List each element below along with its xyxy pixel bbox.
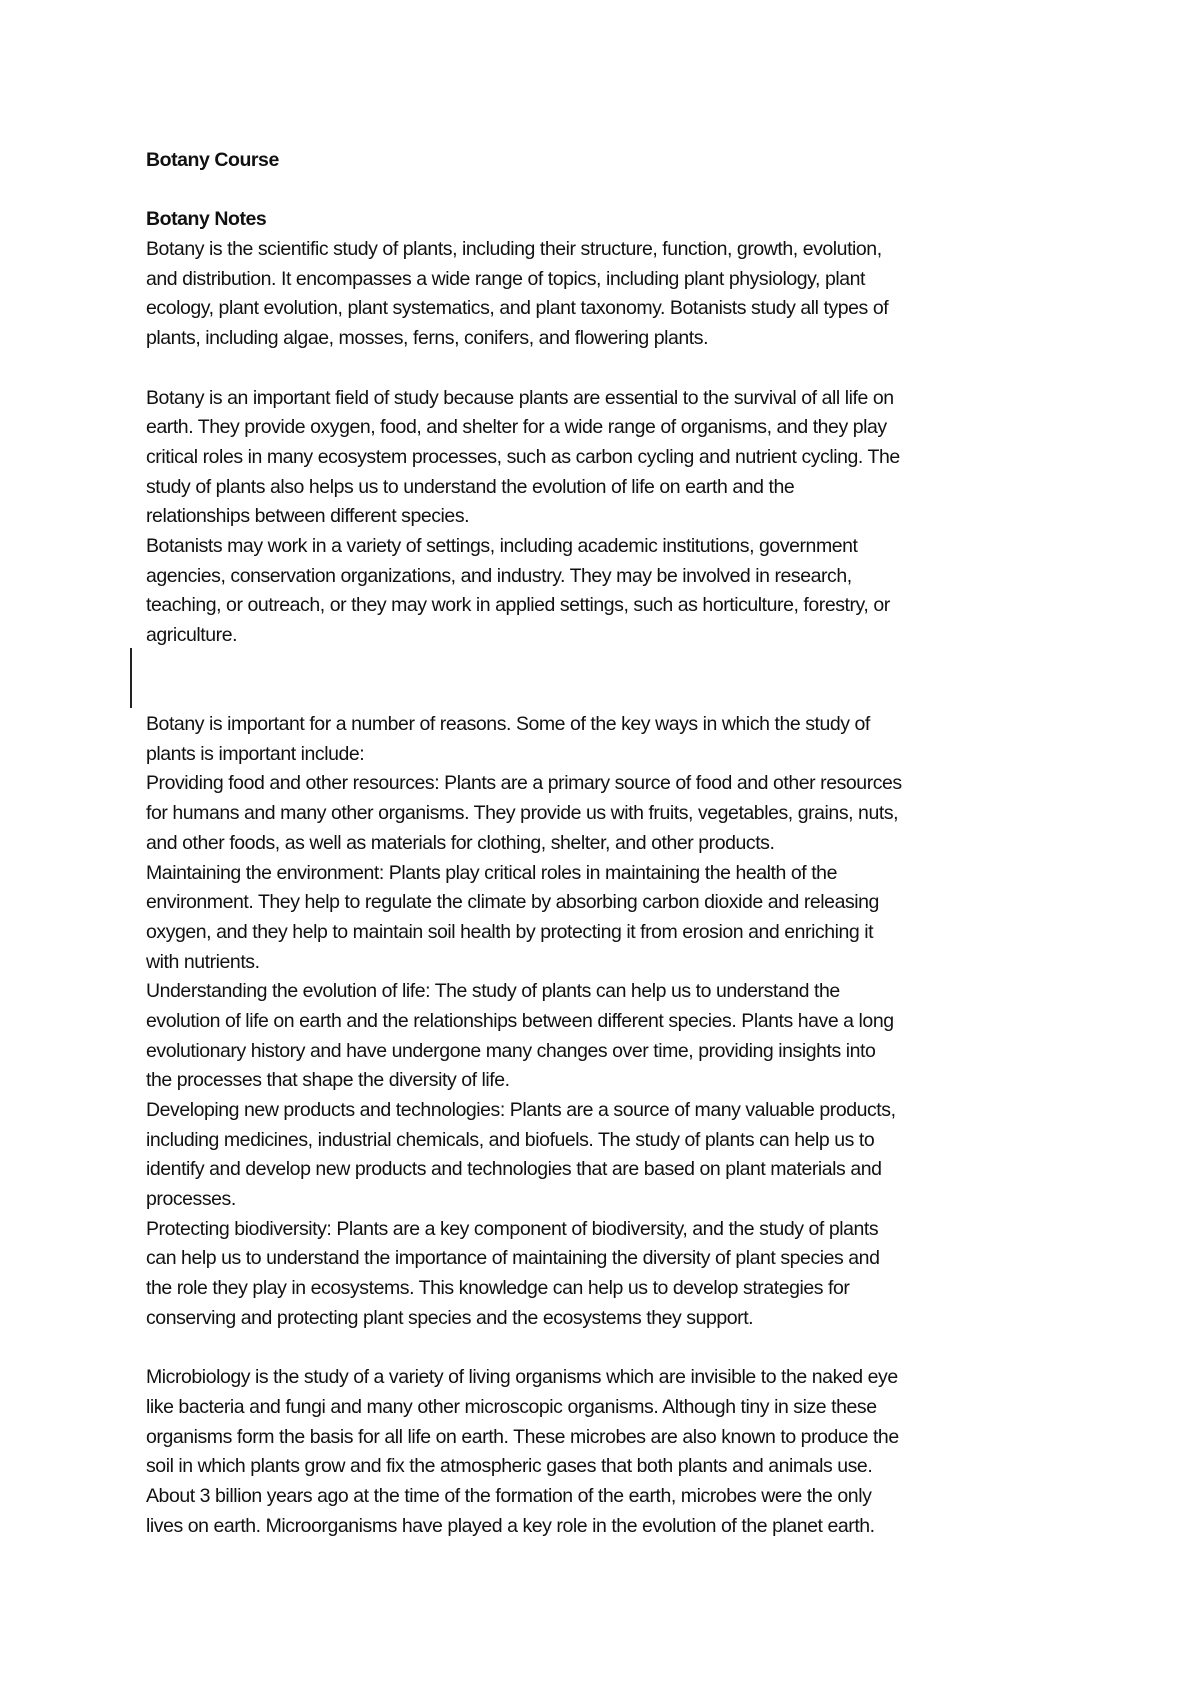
text-cursor [130, 648, 132, 708]
blank-lines [146, 651, 1066, 710]
text-line: and distribution. It encompasses a wide range of topics, including plant physiology, plant [146, 267, 866, 290]
paragraph-products-technologies [146, 1096, 1066, 1215]
text-line: evolutionary history and have undergone many changes over time, providing insights into [146, 1039, 876, 1062]
text-line: evolution of life on earth and the relationships between different species. Plants have a long [146, 1009, 894, 1032]
text-line: like bacteria and fungi and many other microscopic organisms. Although tiny in size these [146, 1395, 877, 1418]
paragraph-biodiversity [146, 1215, 1066, 1334]
text-line: Botany is important for a number of reasons. Some of the key ways in which the study of [146, 713, 870, 736]
text-line: organisms form the basis for all life on earth. These microbes are also known to produce the [146, 1425, 899, 1448]
text-line: Maintaining the environment: Plants play critical roles in maintaining the health of the [146, 861, 837, 884]
section-heading: Botany Notes [146, 208, 267, 231]
blank-line [146, 354, 1066, 384]
text-line: plants, including algae, mosses, ferns, conifers, and flowering plants. [146, 327, 709, 350]
text-line: the role they play in ecosystems. This knowledge can help us to develop strategies for [146, 1277, 850, 1300]
text-line: Developing new products and technologies: Plants are a source of many valuable products, [146, 1099, 896, 1122]
text-line: About 3 billion years ago at the time of the formation of the earth, microbes were the only [146, 1484, 872, 1507]
blank-line [146, 176, 1066, 206]
text-line: processes. [146, 1188, 236, 1211]
paragraph-botany-definition [146, 235, 1066, 354]
paragraph-microbiology [146, 1363, 1066, 1541]
text-line: oxygen, and they help to maintain soil health by protecting it from erosion and enriching it [146, 920, 874, 943]
text-line: with nutrients. [146, 950, 260, 973]
text-line: Botany is an important field of study because plants are essential to the survival of all life on [146, 386, 894, 409]
text-line: soil in which plants grow and fix the atmospheric gases that both plants and animals use. [146, 1455, 873, 1478]
text-line: environment. They help to regulate the climate by absorbing carbon dioxide and releasing [146, 891, 879, 914]
document-body[interactable] [146, 146, 1066, 1541]
text-line: Understanding the evolution of life: The study of plants can help us to understand the [146, 980, 840, 1003]
text-line: identify and develop new products and technologies that are based on plant materials and [146, 1158, 882, 1181]
document-title: Botany Course [146, 149, 279, 171]
text-line: Protecting biodiversity: Plants are a key component of biodiversity, and the study of plants [146, 1217, 879, 1240]
text-line: Providing food and other resources: Plants are a primary source of food and other resources [146, 772, 902, 795]
text-line: Microbiology is the study of a variety of living organisms which are invisible to the naked eye [146, 1366, 898, 1389]
paragraph-reasons-intro [146, 710, 1066, 769]
text-line: and other foods, as well as materials for clothing, shelter, and other products. [146, 831, 775, 854]
text-line: the processes that shape the diversity of life. [146, 1069, 510, 1092]
text-line: study of plants also helps us to understand the evolution of life on earth and the [146, 475, 795, 498]
paragraph-botanist-settings [146, 532, 1066, 651]
text-line: Botany is the scientific study of plants, including their structure, function, growth, evolution, [146, 238, 882, 261]
paragraph-botany-importance [146, 384, 1066, 532]
text-line: Botanists may work in a variety of settings, including academic institutions, government [146, 534, 858, 557]
text-line: can help us to understand the importance of maintaining the diversity of plant species and [146, 1247, 880, 1270]
text-line: earth. They provide oxygen, food, and shelter for a wide range of organisms, and they play [146, 416, 887, 439]
text-line: for humans and many other organisms. They provide us with fruits, vegetables, grains, nuts, [146, 802, 899, 825]
text-line: agencies, conservation organizations, and industry. They may be involved in research, [146, 564, 852, 587]
text-line: including medicines, industrial chemicals, and biofuels. The study of plants can help us to [146, 1128, 875, 1151]
text-line: relationships between different species. [146, 505, 470, 528]
text-line: conserving and protecting plant species and the ecosystems they support. [146, 1306, 754, 1329]
paragraph-evolution [146, 977, 1066, 1096]
text-line: lives on earth. Microorganisms have played a key role in the evolution of the planet earth. [146, 1514, 875, 1537]
text-line: ecology, plant evolution, plant systematics, and plant taxonomy. Botanists study all types of [146, 297, 889, 320]
paragraph-environment [146, 859, 1066, 978]
blank-line [146, 1334, 1066, 1364]
text-line: critical roles in many ecosystem processes, such as carbon cycling and nutrient cycling. The [146, 445, 900, 468]
text-line: plants is important include: [146, 742, 365, 765]
text-line: teaching, or outreach, or they may work in applied settings, such as horticulture, forestry, or [146, 594, 890, 617]
text-line: agriculture. [146, 624, 238, 646]
paragraph-food-resources [146, 769, 1066, 858]
